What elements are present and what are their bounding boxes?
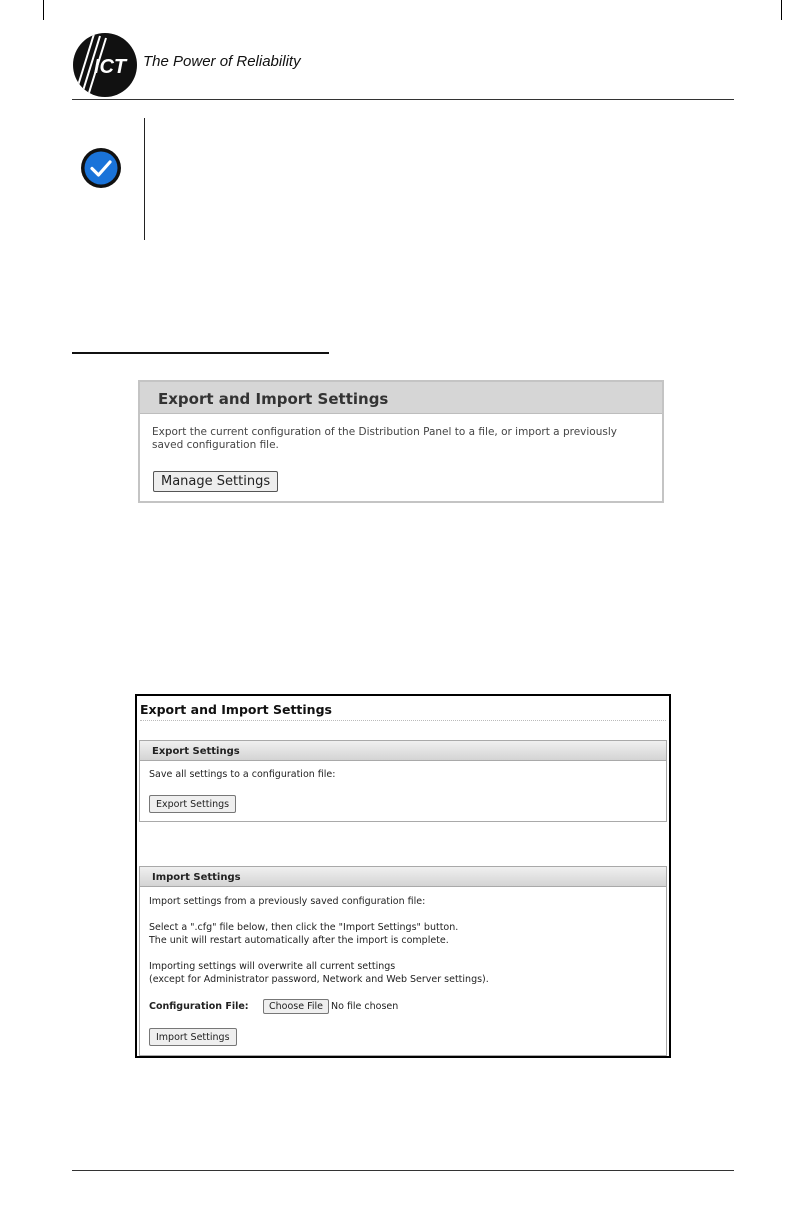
- panel-description: Export the current configuration of the Distribution Panel to a file, or import a previously saved configuration file.: [152, 426, 617, 451]
- export-description: Save all settings to a configuration file:: [149, 769, 336, 780]
- manage-settings-button[interactable]: Manage Settings: [153, 471, 278, 492]
- check-circle-icon: [80, 147, 122, 189]
- logo-text: ICT: [93, 56, 127, 78]
- import-intro: Import settings from a previously saved configuration file:: [149, 896, 426, 907]
- page-title: Export and Import Settings: [140, 702, 332, 717]
- export-import-summary-panel: [138, 380, 664, 503]
- import-settings-panel: [139, 866, 667, 1056]
- header-rule: [72, 99, 734, 100]
- import-settings-button[interactable]: Import Settings: [149, 1028, 237, 1046]
- export-settings-button[interactable]: Export Settings: [149, 795, 236, 813]
- export-panel-header: Export Settings: [140, 741, 666, 761]
- configuration-file-label: Configuration File:: [149, 1001, 249, 1012]
- tagline: The Power of Reliability: [143, 53, 301, 70]
- import-instruction-1: Select a ".cfg" file below, then click the "Import Settings" button.: [149, 922, 459, 933]
- section-heading-underline: [72, 352, 329, 354]
- ict-logo-icon: [72, 32, 138, 98]
- note-divider: [144, 118, 145, 240]
- import-warning-2: (except for Administrator password, Network and Web Server settings).: [149, 974, 489, 985]
- crop-mark-left: [43, 0, 44, 20]
- crop-mark-right: [781, 0, 782, 20]
- title-divider: [140, 720, 666, 721]
- import-warning-1: Importing settings will overwrite all current settings: [149, 961, 396, 972]
- no-file-chosen-text: No file chosen: [331, 1001, 399, 1012]
- footer-rule: [72, 1170, 734, 1171]
- export-settings-panel: [139, 740, 667, 822]
- export-import-settings-page: [135, 694, 671, 1058]
- choose-file-button[interactable]: Choose File: [263, 999, 329, 1014]
- import-panel-header: Import Settings: [140, 867, 666, 887]
- header-logo-area: [72, 32, 332, 98]
- panel-title: Export and Import Settings: [140, 382, 662, 414]
- import-instruction-2: The unit will restart automatically after the import is complete.: [149, 935, 449, 946]
